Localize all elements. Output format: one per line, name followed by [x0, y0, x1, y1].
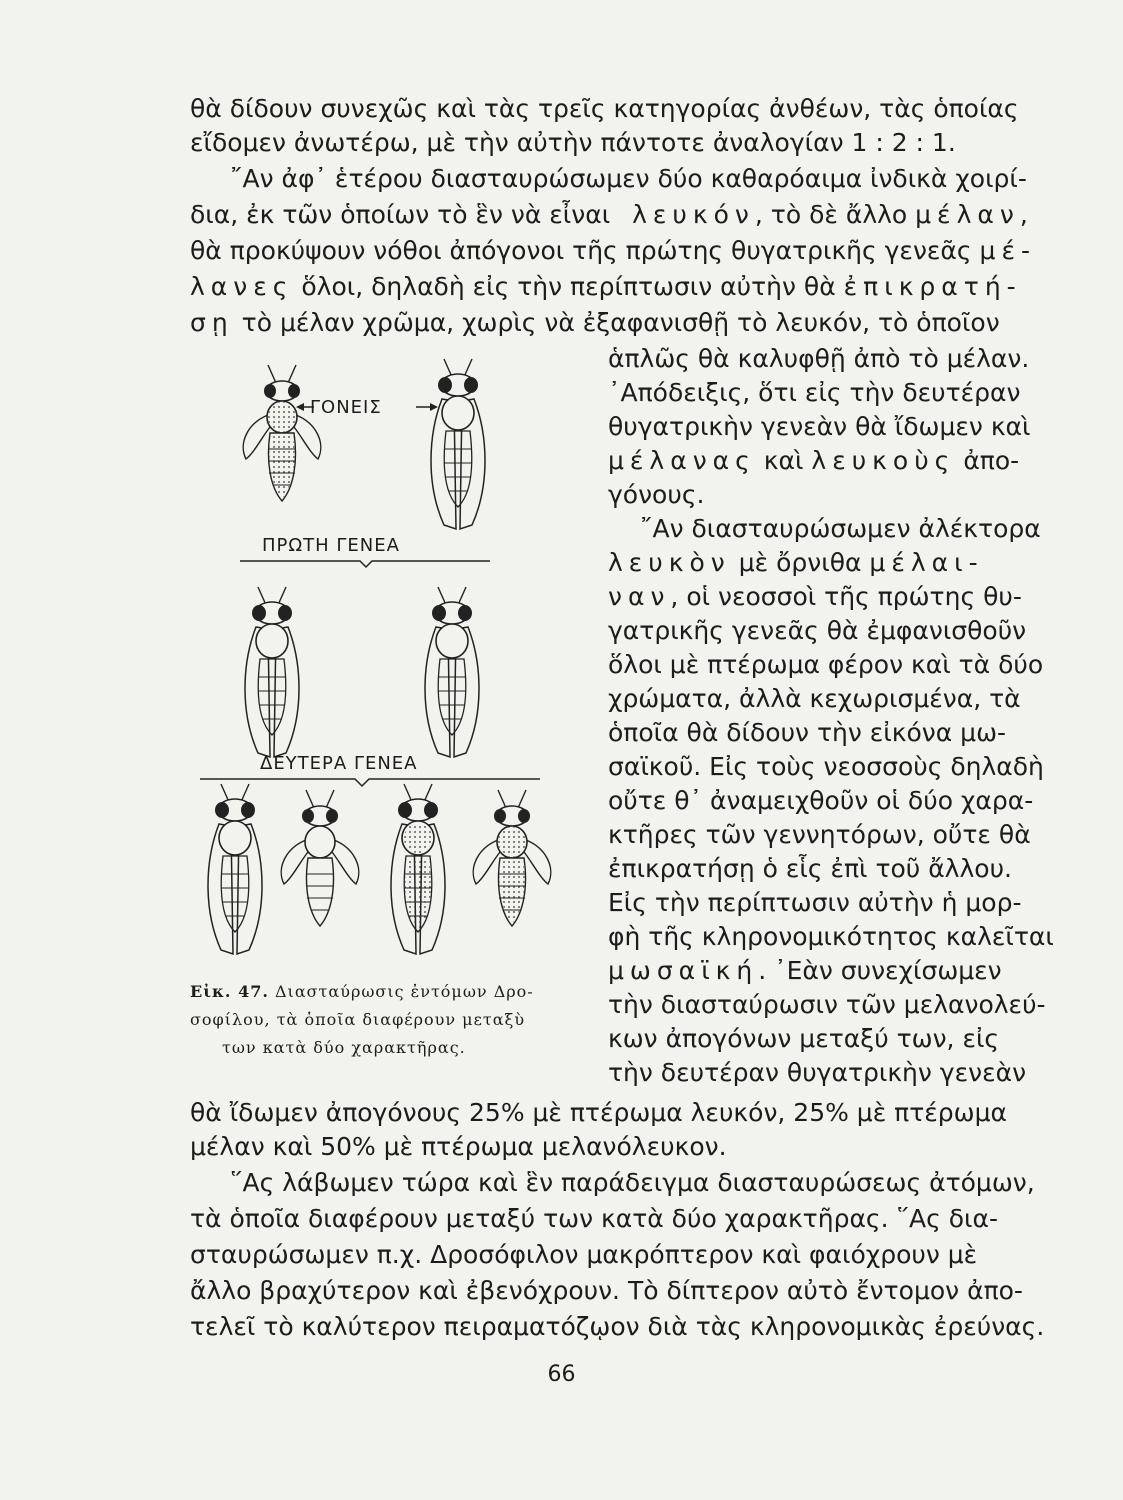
body-line: τὴν διασταύρωσιν τῶν μελανολεύ-	[608, 990, 1046, 1019]
body-line	[190, 306, 1000, 340]
drosophila-cross-figure	[190, 355, 555, 960]
spaced-term: μέλαν	[915, 200, 1020, 229]
body-line: ὅλοι μὲ πτέρωμα φέρον καὶ τὰ δύο	[608, 650, 1044, 679]
body-line: γόνους.	[608, 480, 705, 509]
body-line: τελεῖ τὸ καλύτερον πειραματόζῳον διὰ τὰς κληρονομικὰς ἐρεύνας.	[190, 1312, 1045, 1341]
body-line: ῞Ας λάβωμεν τώρα καὶ ἓν παράδειγμα διασταυρώσεως ἀτόμων,	[230, 1168, 1035, 1197]
body-line: Εἰς τὴν περίπτωσιν αὐτὴν ἡ μορ-	[608, 888, 1022, 917]
caption-number: Εἰκ. 47.	[190, 982, 269, 1001]
text-run: τὸ μέλαν χρῶμα, χωρὶς νὰ ἐξαφανισθῇ τὸ λευκόν, τὸ ὁποῖον	[241, 308, 1000, 337]
body-line	[608, 444, 1019, 478]
body-line: τὴν δευτέραν θυγατρικὴν γενεὰν	[608, 1058, 1027, 1087]
body-line	[608, 546, 984, 580]
body-line: ἄλλο βραχύτερον καὶ ἐβενόχρουν. Τὸ δίπτερον αὐτὸ ἔντομον ἀπο-	[190, 1276, 1023, 1305]
label-second-generation: ΔΕΥΤΕΡΑ ΓΕΝΕΑ	[260, 753, 418, 774]
body-line	[190, 234, 1036, 268]
fly-second-gen-short-light	[281, 790, 359, 926]
figure-caption-line	[190, 980, 534, 1004]
spaced-term: ἐπικρατή-	[843, 272, 1022, 301]
body-line: εἴδομεν ἀνωτέρω, μὲ τὴν αὐτὴν πάντοτε ἀναλογίαν 1 : 2 : 1.	[190, 128, 956, 157]
body-line: σαϊκοῦ. Εἰς τοὺς νεοσσοὺς δηλαδὴ	[608, 752, 1044, 781]
figure-caption-line: των κατὰ δύο χαρακτῆρας.	[222, 1038, 466, 1057]
body-line: κων ἀπογόνων μεταξύ των, εἰς	[608, 1024, 1000, 1053]
fly-second-gen-short-dark	[473, 790, 551, 926]
body-line	[190, 270, 1022, 304]
spaced-term: μέ-	[979, 236, 1036, 265]
body-line: ῎Αν διασταυρώσωμεν ἀλέκτορα	[640, 514, 1041, 543]
text-run: ἀπο-	[963, 446, 1020, 475]
body-line	[190, 198, 1028, 232]
text-run: , οἱ νεοσσοὶ τῆς πρώτης θυ-	[670, 582, 1022, 611]
body-line: σταυρώσωμεν π.χ. Δροσόφιλον μακρόπτερον καὶ φαιόχρουν μὲ	[190, 1240, 978, 1269]
fly-second-gen-long-dark	[391, 784, 445, 954]
label-parents: ΓΟΝΕΙΣ	[310, 397, 382, 418]
spaced-term: ναν	[608, 582, 671, 611]
body-line: φὴ τῆς κληρονομικότητος καλεῖται	[608, 922, 1054, 951]
body-line: κτῆρες τῶν γεννητόρων, οὔτε θὰ	[608, 820, 1031, 849]
spaced-term: μωσαϊκή	[608, 956, 759, 985]
fly-parent-short-dark	[243, 365, 321, 501]
spaced-term: λανες	[190, 272, 294, 301]
body-line: θυγατρικὴν γενεὰν θὰ ἴδωμεν καὶ	[608, 412, 1031, 441]
fly-parent-long-light	[431, 359, 485, 529]
body-line: ὁποῖα θὰ δίδουν τὴν εἰκόνα μω-	[608, 718, 1007, 747]
label-first-generation: ΠΡΩΤΗ ΓΕΝΕΑ	[262, 535, 400, 556]
caption-text: Διασταύρωσις ἐντόμων Δρο-	[275, 982, 534, 1001]
text-run: θὰ προκύψουν νόθοι ἀπόγονοι τῆς πρώτης θυγατρικῆς γενεᾶς	[190, 236, 972, 265]
body-line: τὰ ὁποῖα διαφέρουν μεταξύ των κατὰ δύο χαρακτῆρας. ῞Ας δια-	[190, 1204, 998, 1233]
spaced-term: λευκοὺς	[811, 446, 956, 475]
body-line: θὰ ἴδωμεν ἀπογόνους 25% μὲ πτέρωμα λευκόν, 25% μὲ πτέρωμα	[190, 1098, 1007, 1127]
body-line: χρώματα, ἀλλὰ κεχωρισμένα, τὰ	[608, 684, 1021, 713]
body-line: μέλαν καὶ 50% μὲ πτέρωμα μελανόλευκον.	[190, 1132, 727, 1161]
text-run: . ᾽Εὰν συνεχίσωμεν	[758, 956, 1002, 985]
fly-first-gen-1	[245, 587, 299, 757]
text-run: δια, ἐκ τῶν ὁποίων τὸ ἓν νὰ εἶναι	[190, 200, 611, 229]
body-line: ῎Αν ἀφ᾽ ἑτέρου διασταυρώσωμεν δύο καθαρόαιμα ἰνδικὰ χοιρί-	[230, 164, 1027, 193]
page-number: 66	[547, 1362, 576, 1387]
body-line: ἁπλῶς θὰ καλυφθῇ ἀπὸ τὸ μέλαν.	[608, 344, 1030, 373]
body-line: ᾽Απόδειξις, ὅτι εἰς τὴν δευτέραν	[608, 378, 1021, 407]
body-line	[608, 580, 1022, 614]
text-run: ὅλοι, δηλαδὴ εἰς τὴν περίπτωσιν αὐτὴν θὰ	[301, 272, 836, 301]
body-line: γατρικῆς γενεᾶς θὰ ἐμφανισθοῦν	[608, 616, 1027, 645]
body-line: θὰ δίδουν συνεχῶς καὶ τὰς τρεῖς κατηγορίας ἀνθέων, τὰς ὁποίας	[190, 94, 1019, 123]
text-run: καὶ	[763, 446, 804, 475]
spaced-term: λευκὸν	[608, 548, 731, 577]
figure-caption-line: σοφίλου, τὰ ὁποῖα διαφέρουν μεταξὺ	[190, 1010, 526, 1029]
fly-second-gen-long-light	[208, 784, 262, 954]
body-line: ἐπικρατήσῃ ὁ εἷς ἐπὶ τοῦ ἄλλου.	[608, 854, 1012, 883]
text-run: , τὸ δὲ ἄλλο	[754, 200, 908, 229]
fly-first-gen-2	[425, 587, 479, 757]
spaced-term: λευκόν	[632, 200, 755, 229]
body-line: οὔτε θ᾽ ἀναμειχθοῦν οἱ δύο χαρα-	[608, 786, 1034, 815]
body-line	[608, 954, 1002, 988]
text-run: ,	[1019, 200, 1028, 229]
spaced-term: σῃ	[190, 308, 234, 337]
text-run: μὲ ὄρνιθα	[738, 548, 862, 577]
spaced-term: μέλαι-	[869, 548, 984, 577]
spaced-term: μέλανας	[608, 446, 756, 475]
